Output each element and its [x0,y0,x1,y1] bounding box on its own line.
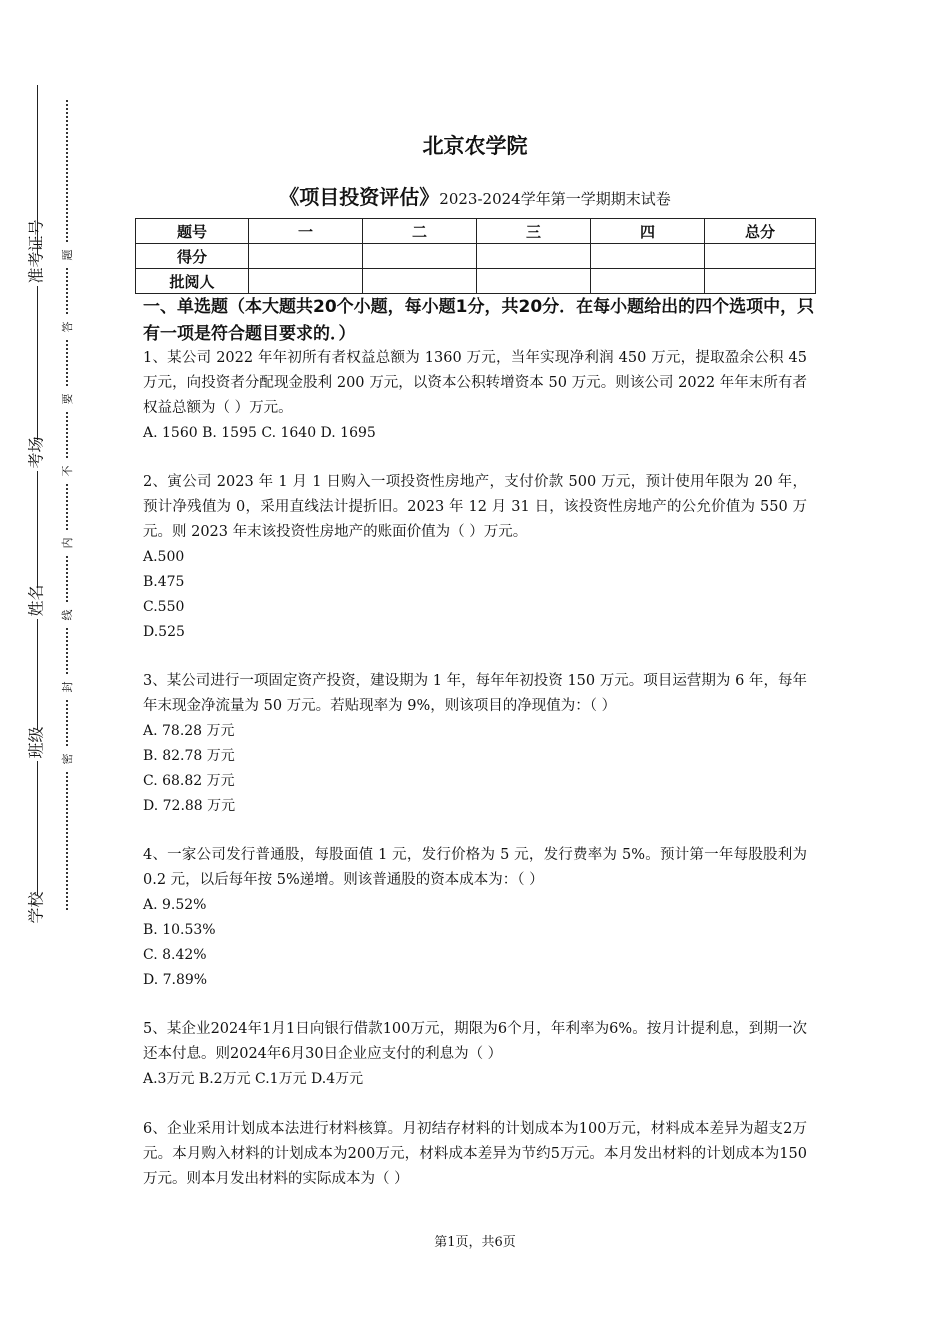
question-5 [143,1017,807,1092]
score-cell[interactable] [705,269,816,294]
field-name: 姓名 [22,588,48,619]
seal-char: 线 [58,604,76,626]
score-header-cell: 题号 [136,219,249,244]
question-stem: 3、某公司进行一项固定资产投资，建设期为 1 年，每年年初投资 150 万元。项目运营期为 6 年，每年年末现金净流量为 50 万元。若贴现率为 9%，则该项目的净现值为：（ ） [143,673,807,714]
score-row-label: 得分 [136,244,249,269]
seal-char: 封 [58,676,76,698]
question-option: A.500 [143,549,185,565]
binding-margin [0,0,110,1344]
question-stem: 1、某公司 2022 年年初所有者权益总额为 1360 万元，当年实现净利润 450 万元，提取盈余公积 45 万元，向投资者分配现金股利 200 万元，以资本公积转增资本 50 万元。则该公司 2022 年年末所有者权益总额为（ ）万元。 [143,350,807,416]
score-row-label: 批阅人 [136,269,249,294]
page-number: 第1页，共6页 [434,1235,516,1250]
score-cell[interactable] [477,269,591,294]
question-option: A. 9.52% [143,897,207,913]
question-6 [143,1117,807,1192]
question-stem: 6、企业采用计划成本法进行材料核算。月初结存材料的计划成本为100万元，材料成本差异为超支2万元。本月购入材料的计划成本为200万元，材料成本差异为节约5万元。本月发出材料的计划成本为150万元。则本月发出材料的实际成本为（ ） [143,1121,807,1187]
question-stem: 4、一家公司发行普通股，每股面值 1 元，发行价格为 5 元，发行费率为 5%。预计第一年每股股利为 0.2 元，以后每年按 5%递增。则该普通股的资本成本为：（ ） [143,847,807,888]
question-4 [143,843,807,993]
score-header-cell: 一 [249,219,363,244]
score-header-cell: 三 [477,219,591,244]
question-1 [143,346,807,446]
score-table-row [136,269,816,294]
score-cell[interactable] [477,244,591,269]
score-cell[interactable] [249,269,363,294]
question-option: A. 1560 B. 1595 C. 1640 D. 1695 [143,425,376,441]
exam-title [143,181,807,210]
question-option: A. 78.28 万元 [143,723,235,739]
seal-char: 不 [58,460,76,482]
score-cell[interactable] [591,269,705,294]
seal-char: 答 [58,316,76,338]
course-title: 《项目投资评估》 [279,185,440,209]
seal-char: 内 [58,532,76,554]
question-option: C.550 [143,599,185,615]
question-option: B.475 [143,574,185,590]
question-option: A.3万元 B.2万元 C.1万元 D.4万元 [143,1071,364,1087]
school-name: 北京农学院 [422,134,528,158]
question-option: D.525 [143,624,185,640]
field-exam-room: 考场 [22,440,48,471]
question-option: C. 68.82 万元 [143,773,235,789]
question-option: D. 7.89% [143,972,208,988]
question-stem: 2、寅公司 2023 年 1 月 1 日购入一项投资性房地产，支付价款 500 万元，预计使用年限为 20 年，预计净残值为 0，采用直线法计提折旧。2023 年 12 月 31 日，该投资性房地产的公允价值为 550 万元。则 2023 年末该投资性房地产的账面价值为（ ）万元。 [143,474,807,540]
question-stem: 5、某企业2024年1月1日向银行借款100万元，期限为6个月，年利率为6%。按月计提利息，到期一次还本付息。则2024年6月30日企业应支付的利息为（ ） [143,1021,807,1062]
score-header-cell: 总分 [705,219,816,244]
seal-char: 题 [58,244,76,266]
question-option: B. 82.78 万元 [143,748,235,764]
score-cell[interactable] [249,244,363,269]
score-table-header-row [136,219,816,244]
score-table [135,218,816,294]
seal-char: 密 [58,748,76,770]
question-3 [143,669,807,819]
field-school: 学校 [22,895,48,926]
score-cell[interactable] [705,244,816,269]
score-cell[interactable] [363,269,477,294]
question-2 [143,470,807,645]
score-cell[interactable] [591,244,705,269]
question-option: B. 10.53% [143,922,216,938]
score-table-row [136,244,816,269]
question-option: C. 8.42% [143,947,207,963]
field-class: 班级 [22,730,48,761]
score-header-cell: 二 [363,219,477,244]
exam-term: 2023-2024学年第一学期期末试卷 [439,190,671,208]
score-cell[interactable] [363,244,477,269]
binding-dotted-line [66,100,68,910]
binding-solid-line [37,85,38,925]
score-header-cell: 四 [591,219,705,244]
question-option: D. 72.88 万元 [143,798,236,814]
section-title: 一、单选题（本大题共20个小题，每小题1分，共20分．在每小题给出的四个选项中，只有一项是符合题目要求的．） [143,297,815,344]
seal-char: 要 [58,388,76,410]
field-exam-number: 准考证号 [22,255,48,286]
